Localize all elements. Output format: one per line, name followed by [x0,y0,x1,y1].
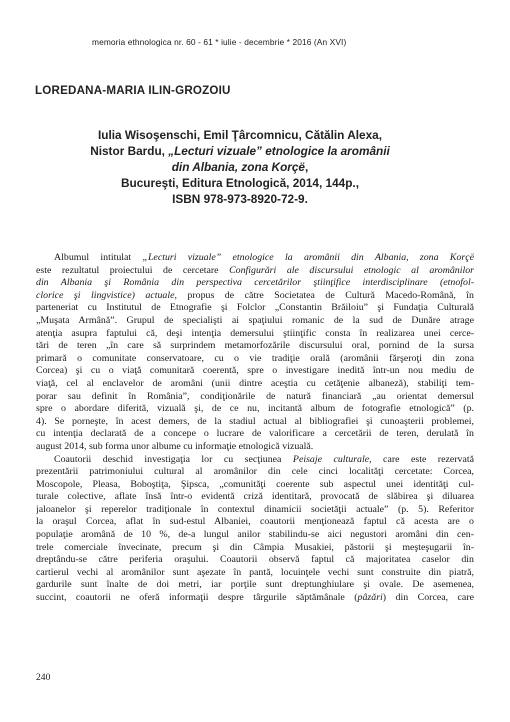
body-line: cartierul vechi al aromânilor sunt aşezate în pantă, locuinţele vechi sunt construite din piatră, [36,566,474,578]
running-head: memoria ethnologica nr. 60 - 61 * iulie - decembrie * 2016 (An XVI) [92,37,347,47]
text-run: , propus de către Societatea de Cultură Macedo-Română, în [174,289,474,301]
body-line: parteneriat cu Institutul de Etnografie şi Folclor „Constantin Brăiloiu” şi Fundaţia Culturală [36,302,474,314]
book-authors-line-1: Iulia Wisoşenschi, Emil Ţârcomnicu, Cătălin Alexa, [98,128,382,142]
book-title-line [60,159,420,175]
book-title-inline: „Lecturi vizuale” etnologice la aromânii din Albania, zona Korçë [142,252,474,263]
page-number: 240 [36,672,51,683]
book-title-part-2: din Albania, zona Korçë [171,160,305,174]
project-title-inline: Configurări ale discursului etnologic al aromânilor [229,264,474,276]
body-line [36,592,474,605]
body-line: turale colective, aflate însă într-o evidentă criză identitară, provocată de slăbirea şi diluarea [36,491,474,503]
text-run: , care este rezervată [369,453,474,465]
book-isbn-line: ISBN 978-973-8920-72-9. [172,192,308,206]
body-line: gardurile sunt înalte de doi metri, iar porţile sunt dreptunghiulare şi ovale. De asemenea, [36,579,474,591]
text-run: este rezultatul proiectului de cercetare [36,264,230,276]
text-run: succint, coautorii ne oferă informaţii despre târgurile săptămânale ( [36,592,358,604]
body-line: porar sau definit în România”, condiţionările de natură financiară „au orientat demersul [36,390,474,402]
body-line: spre o abordare diferită, vizuală şi, de ce nu, incitantă album de fotografie etnologică” (p. [36,403,474,415]
body-line: primară o comunitate conservatoare, cu o vie tradiţie orală (aromânii fărşeroţi din zona [36,352,474,364]
book-title-part-1: „Lecturi vizuale” etnologice la aromânii [168,144,390,158]
body-line: cu intenţia declarată de a concepe o lucrare de valorificare a cercetării de teren, derulată în [36,428,474,440]
body-line: la oraşul Corcea, aflat în sud-estul Albaniei, coautorii menţionează faptul că acesta are o [36,516,474,528]
body-line [36,252,474,265]
review-author: LOREDANA-MARIA ILIN-GROZOIU [35,84,231,97]
body-line: populaţie aromână de 10 %, de-a lungul anilor stabilindu-se aici negustori aromâni din cen- [36,529,474,541]
body-line: Corcea) şi cu o viaţă comunitară coerentă, spre o investigare inedită într-un nou mediu de [36,365,474,377]
book-authors-title-line [60,143,420,159]
body-line: 4). Se porneşte, în acest demers, de la stadiul actual al bibliografiei şi cunoaşterii problemei, [36,415,474,427]
body-line: prezentării patrimoniului cultural al aromânilor din cele cinci localităţi cercetate: Corcea, [36,466,474,478]
body-line: august 2014, sub forma unor albume cu informaţie etnologică vizuală. [36,440,314,452]
text-run: Albumul intitulat [54,252,143,263]
project-title-inline: din Albania şi România din perspectiva cercetărilor ştiinţifice interdisciplinare (etnofol- [36,277,474,289]
book-title-punct: , [305,160,309,174]
body-line: jaloanelor şi reperelor tradiţionale în contextul dinamicii societăţii actuale” (p. 5). Referitor [36,503,474,515]
body-line: „Muşata Armână”. Grupul de specialişti ai spaţiului romanic de la sud de Dunăre atrage [36,314,474,326]
review-body [36,252,474,605]
body-line: trele comerciale învecinate, precum şi din Câmpia Musakiei, păstorii şi meşteşugarii în- [36,541,474,553]
body-line [36,454,474,467]
body-line [36,290,474,303]
body-line: Moscopole, Pleasa, Boboştiţa, Şipsca, „comunităţi coerente sub aspectul unei identităţi cul- [36,478,474,490]
reviewed-book-reference [60,127,420,207]
body-line: tări de teren „în care să surprindem metamorfozările discursului oral, pornind de la sursa [36,340,474,352]
text-run: Coautorii deschid investigaţia lor cu secţiunea [54,453,293,465]
term-inline: pâzări [357,592,383,604]
text-run: ) din Corcea, care [382,592,474,604]
body-line [36,277,474,290]
book-author-name: Nistor Bardu, [90,144,169,158]
body-line [36,265,474,278]
body-line: atenţia asupra faptului că, deşi intenţia demersului ştiinţific consta în realizarea unei cerce- [36,327,474,339]
book-publisher-line: Bucureşti, Editura Etnologică, 2014, 144p., [121,176,359,190]
body-line: dreptându-se către periferia oraşului. Coautorii observă faptul că majoritatea caselor din [36,554,474,566]
body-line: viaţă, cel al enclavelor de aromâni (unii dintre aceştia cu cetăţenie albaneză), stabiliţi tem- [36,377,474,389]
project-title-inline: clorice şi lingvistice) actuale [36,289,175,301]
section-title-inline: Peisaje culturale [292,453,370,465]
